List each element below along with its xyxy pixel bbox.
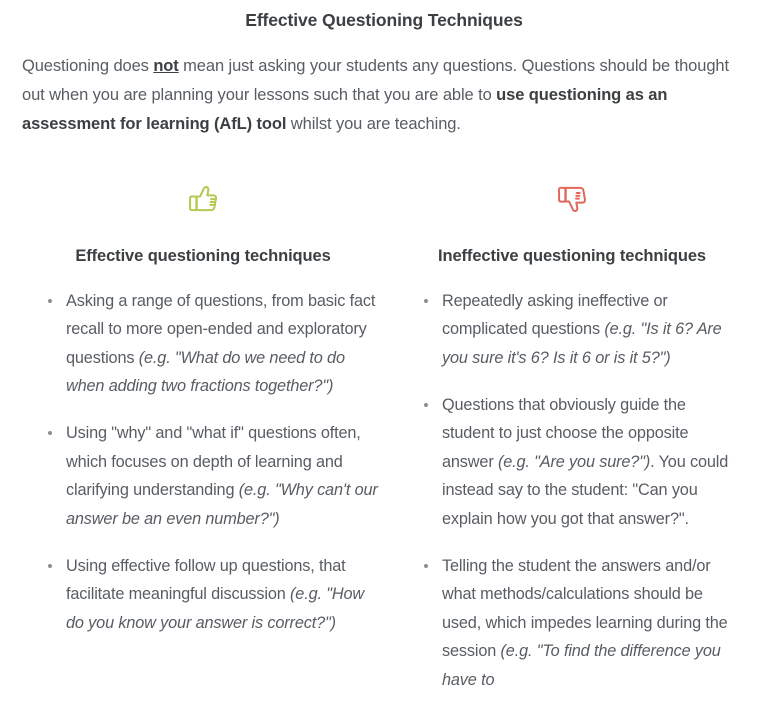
bullet-example: (e.g. "Are you sure?") bbox=[497, 452, 651, 471]
bullet-text: Using "why" and "what if" questions often, which focuses on depth of learning and clarifying understanding bbox=[66, 424, 361, 500]
bullet-text: Using effective follow up questions, that facilitate meaningful discussion bbox=[66, 557, 346, 604]
list-item bbox=[46, 287, 380, 401]
thumbs-down-icon-wrap bbox=[402, 175, 742, 219]
bullet-example: (e.g. "Is it 6? Are you sure it's 6? Is it 6 or is it 5?") bbox=[442, 320, 722, 367]
column-heading-ineffective: Ineffective questioning techniques bbox=[438, 246, 706, 265]
intro-emphasis-afl-tool: use questioning as an assessment for learning (AfL) tool bbox=[22, 85, 668, 133]
intro-emphasis-not: not bbox=[153, 56, 179, 75]
bullet-text: Asking a range of questions, from basic fact recall to more open-ended and exploratory questions bbox=[66, 291, 376, 367]
bullet-example: (e.g. "To find the difference you have to bbox=[442, 642, 721, 689]
intro-paragraph bbox=[22, 52, 746, 139]
list-item bbox=[46, 419, 380, 533]
column-ineffective bbox=[384, 175, 746, 709]
list-item bbox=[46, 552, 380, 637]
intro-text-part-3: whilst you are teaching. bbox=[286, 114, 461, 133]
list-item bbox=[422, 552, 742, 694]
comparison-columns bbox=[22, 175, 746, 709]
thumbs-up-icon bbox=[183, 179, 223, 219]
intro-text-part-2: mean just asking your students any questions. Questions should be thought out when you are planning your lessons such that you are able to bbox=[22, 56, 729, 104]
list-item bbox=[422, 287, 742, 372]
bullet-tail: . You could instead say to the student: "Can you explain how you got that answer?". bbox=[442, 452, 729, 528]
column-heading-effective: Effective questioning techniques bbox=[75, 246, 331, 265]
page-title: Effective Questioning Techniques bbox=[245, 10, 523, 30]
bullet-example: (e.g. "How do you know your answer is correct?") bbox=[66, 585, 364, 632]
bullet-list-effective bbox=[26, 287, 380, 637]
bullet-list-ineffective bbox=[402, 287, 742, 694]
bullet-text: Repeatedly asking ineffective or complicated questions bbox=[442, 291, 668, 339]
bullet-text: Questions that obviously guide the student to just choose the opposite answer bbox=[442, 395, 689, 471]
intro-text-part-1: Questioning does bbox=[22, 56, 154, 75]
column-effective bbox=[22, 175, 384, 709]
list-item bbox=[422, 391, 742, 533]
thumbs-down-icon bbox=[552, 179, 592, 219]
bullet-example: (e.g. "What do we need to do when adding two fractions together?") bbox=[66, 348, 345, 395]
thumbs-up-icon-wrap bbox=[26, 175, 380, 219]
bullet-text: Telling the student the answers and/or what methods/calculations should be used, which impedes learning during the session bbox=[442, 557, 728, 661]
bullet-example: (e.g. "Why can't our answer be an even number?") bbox=[66, 481, 378, 528]
